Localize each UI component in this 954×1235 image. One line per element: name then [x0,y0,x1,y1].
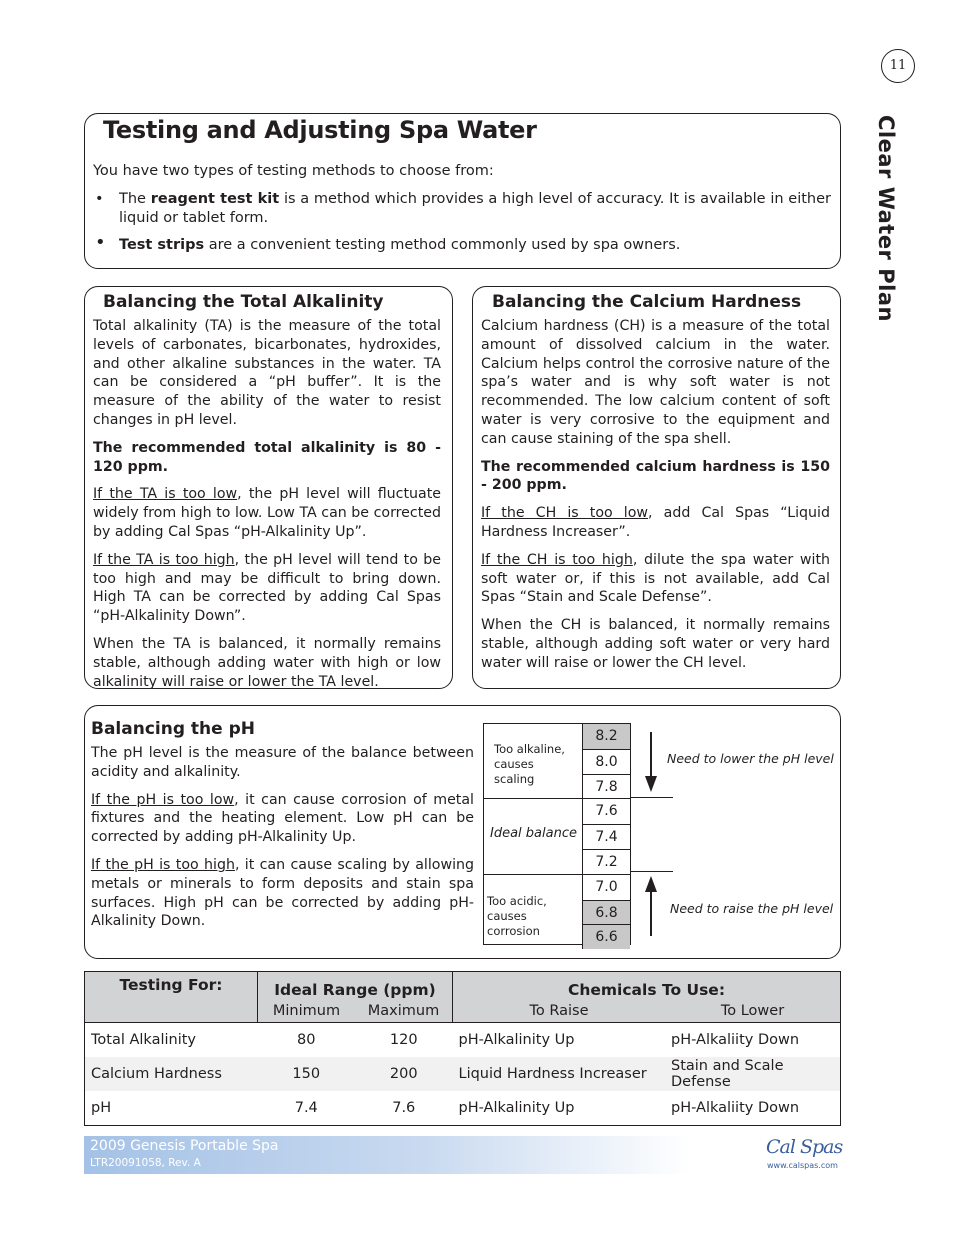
ph-low: If the pH is too low, it can cause corrosion of metal fixtures and the heating element. Low pH can be corrected by adding pH-Alkalinity Up. [91,791,474,846]
header-to-lower: To Lower [665,999,841,1023]
note-raise: Need to raise the pH level [670,901,834,916]
arrow-down-icon [644,732,658,792]
cell-name: Calcium Hardness [85,1057,258,1091]
page-number: 11 [881,49,915,83]
cell-raise: Liquid Hardness Increaser [453,1057,666,1091]
alkalinity-p5: When the TA is balanced, it normally remains stable, although adding water with high or low alkalinity will raise or lower the TA level. [93,635,441,690]
alkalinity-recommendation: The recommended total alkalinity is 80 - 120 ppm. [93,439,441,475]
chemicals-table [84,971,841,1126]
footer-doc: LTR20091058, Rev. A [90,1157,201,1169]
cell-min: 7.4 [294,1100,318,1116]
intro-text [93,162,831,264]
scale-value: 7.2 [582,849,630,874]
scale-value: 8.0 [582,749,630,774]
cell-max: 120 [389,1032,418,1048]
page-title: Testing and Adjusting Spa Water [103,116,537,144]
calspas-logo: Cal Spas [766,1136,843,1158]
ph-title: Balancing the pH [91,719,255,739]
scale-value: 7.8 [582,774,630,799]
scale-divider [631,871,673,872]
arrow-up-icon [644,876,658,936]
bullet-icon: • [95,232,106,254]
zone-low-label: Too acidic, causes corrosion [487,894,547,938]
header-ideal-range: Ideal Range (ppm) [258,972,453,1000]
ph-high: If the pH is too high, it can cause scaling by allowing metals or minerals to form deposits and stain spa surfaces. High pH can be corrected by adding pH-Alkalinity Down. [91,856,475,930]
scale-divider [631,797,673,798]
ph-scale [483,723,631,945]
cell-name: pH [91,1100,112,1116]
header-chemicals: Chemicals To Use: [453,972,841,1000]
table-row [85,1023,841,1058]
calcium-text [481,317,830,682]
scale-row [484,799,630,824]
alkalinity-low: If the TA is too low, the pH level will fluctuate widely from high to low. Low TA can be corrected by adding Cal Spas “pH-Alkalinity Up”. [93,486,441,540]
header-maximum: Maximum [355,999,453,1023]
cell-lower: pH-Alkaliity Down [671,1032,800,1048]
note-lower: Need to lower the pH level [667,751,834,766]
calcium-low: If the CH is too low, add Cal Spas “Liquid Hardness Increaser”. [481,505,830,540]
header-testing-for: Testing For: [85,972,258,1023]
scale-value: 7.4 [582,824,630,849]
alkalinity-p1: Total alkalinity (TA) is the measure of the total levels of carbonates, bicarbonates, hydroxides, and other alkaline substances in the water. TA can be considered a “pH buffer”. It is the measure of the ability of the water to resist changes in pH level. [93,318,441,428]
table-row [85,1057,841,1091]
cell-raise: pH-Alkalinity Up [458,1100,575,1116]
scale-value: 6.8 [582,900,630,925]
ph-p1: The pH level is the measure of the balance between acidity and alkalinity. [91,745,474,780]
calcium-high: If the CH is too high, dilute the spa water with soft water or, if this is not available, add Cal Spas “Stain and Scale Defense”. [481,551,830,606]
cell-max: 7.6 [392,1100,416,1116]
cell-raise: pH-Alkalinity Up [458,1032,575,1048]
cell-max: 200 [355,1057,453,1091]
cell-min: 80 [297,1032,316,1048]
scale-value: 6.6 [582,924,630,949]
calcium-p5: When the CH is balanced, it normally remains stable, although adding soft water or very hard water will raise or lower the CH level. [481,617,830,671]
cell-min: 150 [258,1057,356,1091]
alkalinity-high: If the TA is too high, the pH level will tend to be too high and may be difficult to bring down. High TA can be corrected by adding Cal Spas “pH-Alkalinity Down”. [93,551,442,625]
calcium-p1: Calcium hardness (CH) is a measure of the total amount of dissolved calcium in the water. Calcium helps control the corrosive nature of the spa’s water and is why soft water is not recommended. The low calcium content of soft water is very corrosive to the equipment and can cause staining of the spa shell. [481,318,830,447]
zone-mid-label: Ideal balance [490,826,577,841]
cell-lower: Stain and Scale Defense [665,1057,841,1091]
bullet-reagent: • The reagent test kit is a method which provides a high level of accuracy. It is available in either liquid or tablet form. [95,190,831,226]
ph-text [91,744,474,940]
scale-value: 7.0 [582,875,630,900]
cell-name: Total Alkalinity [91,1032,196,1048]
footer-product: 2009 Genesis Portable Spa [90,1138,279,1154]
header-minimum: Minimum [258,999,356,1023]
bullet-icon: • [95,190,104,207]
table-row [85,1091,841,1126]
scale-row [484,849,630,875]
cell-lower: pH-Alkaliity Down [671,1100,800,1116]
header-to-raise: To Raise [453,999,666,1023]
intro-lead: You have two types of testing methods to choose from: [93,163,494,179]
footer-url: www.calspas.com [767,1161,838,1170]
zone-high-label: Too alkaline, causes scaling [494,742,565,786]
alkalinity-text [93,317,441,700]
scale-value: 7.6 [582,799,630,824]
calcium-recommendation: The recommended calcium hardness is 150 - 200 ppm. [481,458,830,494]
table-header-row [85,972,841,1000]
bullet-strips: • Test strips are a convenient testing method commonly used by spa owners. [95,232,681,254]
alkalinity-title: Balancing the Total Alkalinity [103,292,384,312]
calcium-title: Balancing the Calcium Hardness [492,292,802,312]
scale-value: 8.2 [582,724,630,749]
